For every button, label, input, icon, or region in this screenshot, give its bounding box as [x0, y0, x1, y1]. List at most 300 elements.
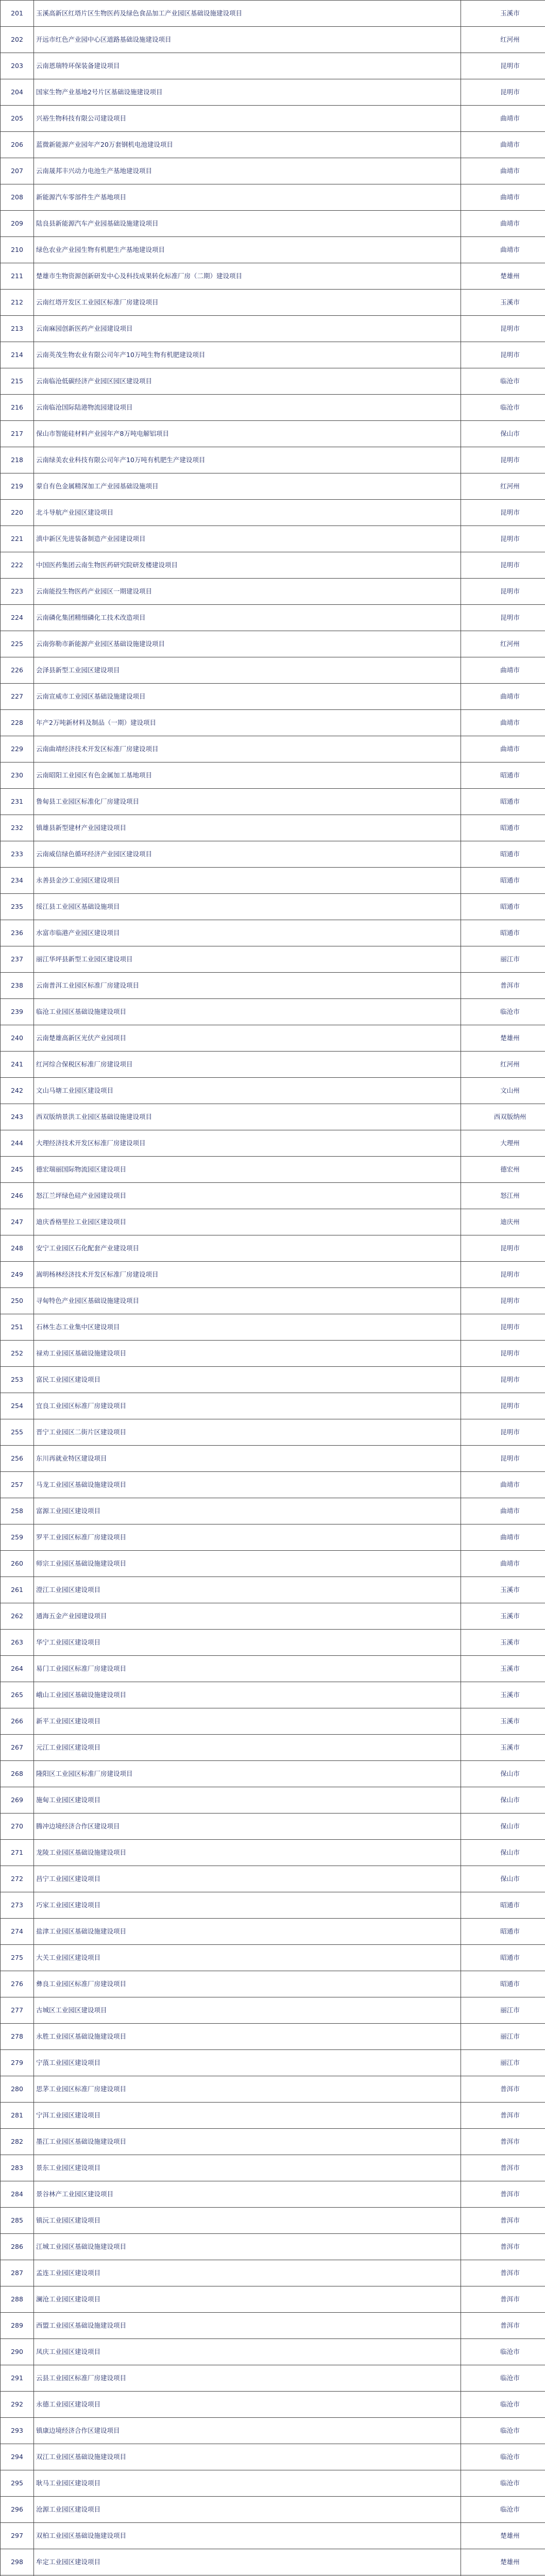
table-row [1, 27, 545, 53]
city-name: 昆明市 [461, 1419, 545, 1446]
city-name: 保山市 [461, 1787, 545, 1814]
city-name: 昭通市 [461, 815, 545, 841]
row-number: 281 [1, 2103, 34, 2129]
table-row [1, 2234, 545, 2260]
table-row [1, 579, 545, 605]
table-row [1, 447, 545, 473]
project-name: 通海五金产业园建设项目 [34, 1603, 461, 1630]
row-number: 283 [1, 2155, 34, 2181]
project-name: 云南昭阳工业园区有色金属加工基地项目 [34, 762, 461, 789]
project-name: 大理经济技术开发区标准厂房建设项目 [34, 1130, 461, 1157]
table-row [1, 237, 545, 263]
row-number: 211 [1, 263, 34, 290]
project-name: 云南能投生物医药产业园区一期建设项目 [34, 579, 461, 605]
project-name: 云南楚雄高新区光伏产业园项目 [34, 1025, 461, 1052]
city-name: 曲靖市 [461, 736, 545, 762]
row-number: 202 [1, 27, 34, 53]
table-row [1, 473, 545, 500]
project-name: 景东工业园区建设项目 [34, 2155, 461, 2181]
row-number: 235 [1, 894, 34, 920]
project-name: 澄江工业园区建设项目 [34, 1577, 461, 1603]
city-name: 昆明市 [461, 53, 545, 79]
table-row [1, 657, 545, 684]
project-name: 永德工业园区建设项目 [34, 2392, 461, 2418]
row-number: 256 [1, 1446, 34, 1472]
project-name: 云南红塔开发区工业园区标准厂房建设项目 [34, 290, 461, 316]
table-row [1, 1892, 545, 1919]
table-row [1, 894, 545, 920]
table-row [1, 684, 545, 710]
table-row [1, 1919, 545, 1945]
project-name: 鲁甸县工业园区标准化厂房建设项目 [34, 789, 461, 815]
city-name: 昆明市 [461, 1262, 545, 1288]
table-row [1, 79, 545, 106]
table-row [1, 1052, 545, 1078]
row-number: 203 [1, 53, 34, 79]
row-number: 246 [1, 1183, 34, 1209]
table-row [1, 2418, 545, 2444]
project-name: 云南麻园创新医药产业园建设项目 [34, 316, 461, 342]
project-name: 师宗工业园区基础设施建设项目 [34, 1551, 461, 1577]
project-name: 陆良县新能源汽车产业园基础设施建设项目 [34, 211, 461, 237]
city-name: 曲靖市 [461, 1551, 545, 1577]
row-number: 273 [1, 1892, 34, 1919]
city-name: 楚雄州 [461, 2523, 545, 2549]
row-number: 221 [1, 526, 34, 552]
project-name: 云南英茂生物农业有限公司年产10万吨生物有机肥建设项目 [34, 342, 461, 368]
table-row [1, 1866, 545, 1892]
table-row [1, 2129, 545, 2155]
row-number: 275 [1, 1945, 34, 1971]
project-name: 景谷林产工业园区建设项目 [34, 2181, 461, 2208]
city-name: 红河州 [461, 473, 545, 500]
row-number: 289 [1, 2313, 34, 2339]
city-name: 昭通市 [461, 894, 545, 920]
table-row [1, 500, 545, 526]
table-row [1, 2024, 545, 2050]
row-number: 262 [1, 1603, 34, 1630]
row-number: 215 [1, 368, 34, 395]
project-name: 云南普洱工业园区标准厂房建设项目 [34, 973, 461, 999]
project-name: 华宁工业园区建设项目 [34, 1630, 461, 1656]
table-row [1, 973, 545, 999]
project-name: 昌宁工业园区建设项目 [34, 1866, 461, 1892]
row-number: 228 [1, 710, 34, 736]
row-number: 204 [1, 79, 34, 106]
city-name: 玉溪市 [461, 290, 545, 316]
table-row [1, 2339, 545, 2365]
city-name: 保山市 [461, 1840, 545, 1866]
city-name: 昆明市 [461, 1393, 545, 1419]
project-name: 云县工业园区标准厂房建设项目 [34, 2365, 461, 2392]
row-number: 270 [1, 1814, 34, 1840]
table-row [1, 211, 545, 237]
table-row [1, 1498, 545, 1524]
city-name: 昭通市 [461, 868, 545, 894]
city-name: 昭通市 [461, 841, 545, 868]
city-name: 普洱市 [461, 2313, 545, 2339]
project-name: 永善县金沙工业园区建设项目 [34, 868, 461, 894]
table-row [1, 2103, 545, 2129]
table-row [1, 316, 545, 342]
project-name: 宜良工业园区标准厂房建设项目 [34, 1393, 461, 1419]
row-number: 277 [1, 1997, 34, 2024]
city-name: 楚雄州 [461, 263, 545, 290]
row-number: 206 [1, 132, 34, 158]
project-name: 德宏瑞丽国际物流园区建设项目 [34, 1157, 461, 1183]
project-name: 镇雄县新型建材产业园建设项目 [34, 815, 461, 841]
table-row [1, 1630, 545, 1656]
row-number: 216 [1, 395, 34, 421]
row-number: 298 [1, 2549, 34, 2575]
table-row [1, 1840, 545, 1866]
city-name: 玉溪市 [461, 1708, 545, 1735]
city-name: 昭通市 [461, 789, 545, 815]
table-row [1, 762, 545, 789]
city-name: 临沧市 [461, 395, 545, 421]
project-name: 巧家工业园区建设项目 [34, 1892, 461, 1919]
table-row [1, 1419, 545, 1446]
table-row [1, 605, 545, 631]
project-name: 澜沧工业园区建设项目 [34, 2286, 461, 2313]
project-name: 易门工业园区标准厂房建设项目 [34, 1656, 461, 1682]
table-row [1, 552, 545, 579]
project-name: 迪庆香格里拉工业园区建设项目 [34, 1209, 461, 1235]
row-number: 269 [1, 1787, 34, 1814]
city-name: 丽江市 [461, 1997, 545, 2024]
table-row [1, 1708, 545, 1735]
row-number: 254 [1, 1393, 34, 1419]
row-number: 250 [1, 1288, 34, 1314]
project-name: 耿马工业园区建设项目 [34, 2470, 461, 2497]
city-name: 丽江市 [461, 946, 545, 973]
row-number: 263 [1, 1630, 34, 1656]
project-name: 晋宁工业园区二街片区建设项目 [34, 1419, 461, 1446]
row-number: 286 [1, 2234, 34, 2260]
row-number: 236 [1, 920, 34, 946]
table-row [1, 342, 545, 368]
table-row [1, 2208, 545, 2234]
project-name: 怒江兰坪绿色硅产业园建设项目 [34, 1183, 461, 1209]
row-number: 267 [1, 1735, 34, 1761]
project-name: 蒙自有色金属精深加工产业园基础设施项目 [34, 473, 461, 500]
project-name: 隆阳区工业园区标准厂房建设项目 [34, 1761, 461, 1787]
project-name: 国家生物产业基地2号片区基础设施建设项目 [34, 79, 461, 106]
row-number: 274 [1, 1919, 34, 1945]
row-number: 213 [1, 316, 34, 342]
row-number: 253 [1, 1367, 34, 1393]
project-name: 水富市临港产业园区建设项目 [34, 920, 461, 946]
table-row [1, 1367, 545, 1393]
project-name: 滇中新区先进装备制造产业园建设项目 [34, 526, 461, 552]
city-name: 楚雄州 [461, 1025, 545, 1052]
row-number: 261 [1, 1577, 34, 1603]
row-number: 255 [1, 1419, 34, 1446]
row-number: 285 [1, 2208, 34, 2234]
row-number: 241 [1, 1052, 34, 1078]
row-number: 219 [1, 473, 34, 500]
table-row [1, 1341, 545, 1367]
row-number: 264 [1, 1656, 34, 1682]
row-number: 266 [1, 1708, 34, 1735]
row-number: 247 [1, 1209, 34, 1235]
city-name: 曲靖市 [461, 1472, 545, 1498]
project-name: 富民工业园区建设项目 [34, 1367, 461, 1393]
project-name: 绥江县工业园区基础设施项目 [34, 894, 461, 920]
city-name: 大理州 [461, 1130, 545, 1157]
project-name: 丽江华坪县新型工业园区建设项目 [34, 946, 461, 973]
city-name: 昭通市 [461, 762, 545, 789]
city-name: 保山市 [461, 1814, 545, 1840]
city-name: 玉溪市 [461, 1603, 545, 1630]
table-row [1, 1682, 545, 1708]
table-row [1, 815, 545, 841]
project-name: 会泽县新型工业园区建设项目 [34, 657, 461, 684]
city-name: 丽江市 [461, 2050, 545, 2076]
city-name: 曲靖市 [461, 710, 545, 736]
table-row [1, 736, 545, 762]
city-name: 昆明市 [461, 500, 545, 526]
city-name: 昆明市 [461, 79, 545, 106]
project-name: 云南曲靖经济技术开发区标准厂房建设项目 [34, 736, 461, 762]
table-row [1, 1472, 545, 1498]
city-name: 昆明市 [461, 552, 545, 579]
table-row [1, 841, 545, 868]
city-name: 楚雄州 [461, 2549, 545, 2575]
city-name: 临沧市 [461, 2497, 545, 2523]
city-name: 昆明市 [461, 579, 545, 605]
city-name: 曲靖市 [461, 158, 545, 184]
city-name: 红河州 [461, 631, 545, 657]
project-name: 峨山工业园区基础设施建设项目 [34, 1682, 461, 1708]
table-row [1, 106, 545, 132]
project-name: 大关工业园区建设项目 [34, 1945, 461, 1971]
table-row [1, 368, 545, 395]
row-number: 222 [1, 552, 34, 579]
project-name: 镇康边境经济合作区建设项目 [34, 2418, 461, 2444]
city-name: 昆明市 [461, 342, 545, 368]
city-name: 曲靖市 [461, 211, 545, 237]
city-name: 临沧市 [461, 2444, 545, 2470]
table-row [1, 710, 545, 736]
project-name: 安宁工业园区石化配套产业建设项目 [34, 1235, 461, 1262]
row-number: 244 [1, 1130, 34, 1157]
table-row [1, 2313, 545, 2339]
project-name: 云南晟邦丰兴动力电池生产基地建设项目 [34, 158, 461, 184]
row-number: 226 [1, 657, 34, 684]
city-name: 昆明市 [461, 1341, 545, 1367]
project-name: 北斗导航产业园区建设项目 [34, 500, 461, 526]
city-name: 昭通市 [461, 1919, 545, 1945]
table-row [1, 2286, 545, 2313]
city-name: 普洱市 [461, 2181, 545, 2208]
table-row [1, 1446, 545, 1472]
table-row [1, 2076, 545, 2103]
row-number: 217 [1, 421, 34, 447]
row-number: 288 [1, 2286, 34, 2313]
row-number: 297 [1, 2523, 34, 2549]
city-name: 昆明市 [461, 1235, 545, 1262]
table-row [1, 1577, 545, 1603]
row-number: 238 [1, 973, 34, 999]
table-row [1, 1787, 545, 1814]
row-number: 205 [1, 106, 34, 132]
table-row [1, 1130, 545, 1157]
row-number: 279 [1, 2050, 34, 2076]
project-name: 古城区工业园区建设项目 [34, 1997, 461, 2024]
city-name: 曲靖市 [461, 657, 545, 684]
table-row [1, 946, 545, 973]
project-name: 东川再就业特区建设项目 [34, 1446, 461, 1472]
row-number: 276 [1, 1971, 34, 1997]
table-row [1, 868, 545, 894]
table-row [1, 2050, 545, 2076]
table-row [1, 1104, 545, 1130]
city-name: 临沧市 [461, 2418, 545, 2444]
project-name: 保山市智能硅材料产业园年产8万吨电解铝项目 [34, 421, 461, 447]
city-name: 普洱市 [461, 2129, 545, 2155]
city-name: 玉溪市 [461, 1630, 545, 1656]
city-name: 普洱市 [461, 2234, 545, 2260]
row-number: 258 [1, 1498, 34, 1524]
table-row [1, 1945, 545, 1971]
row-number: 212 [1, 290, 34, 316]
city-name: 临沧市 [461, 2339, 545, 2365]
project-name: 孟连工业园区建设项目 [34, 2260, 461, 2286]
table-row [1, 1971, 545, 1997]
project-name: 宁蒗工业园区建设项目 [34, 2050, 461, 2076]
city-name: 曲靖市 [461, 237, 545, 263]
project-name: 马龙工业园区基础设施建设项目 [34, 1472, 461, 1498]
table-row [1, 1656, 545, 1682]
row-number: 294 [1, 2444, 34, 2470]
table-row [1, 395, 545, 421]
city-name: 昆明市 [461, 1314, 545, 1341]
project-name: 凤庆工业园区建设项目 [34, 2339, 461, 2365]
row-number: 224 [1, 605, 34, 631]
city-name: 昆明市 [461, 526, 545, 552]
project-name: 腾冲边境经济合作区建设项目 [34, 1814, 461, 1840]
row-number: 201 [1, 1, 34, 27]
city-name: 怒江州 [461, 1183, 545, 1209]
row-number: 242 [1, 1078, 34, 1104]
city-name: 迪庆州 [461, 1209, 545, 1235]
city-name: 昆明市 [461, 1288, 545, 1314]
city-name: 普洱市 [461, 973, 545, 999]
project-name: 沧源工业园区建设项目 [34, 2497, 461, 2523]
city-name: 玉溪市 [461, 1, 545, 27]
project-name: 镇沅工业园区建设项目 [34, 2208, 461, 2234]
city-name: 普洱市 [461, 2103, 545, 2129]
row-number: 251 [1, 1314, 34, 1341]
project-name: 临沧工业园区基础设施建设项目 [34, 999, 461, 1025]
city-name: 普洱市 [461, 2155, 545, 2181]
project-name: 新平工业园区建设项目 [34, 1708, 461, 1735]
project-name: 玉溪高新区红塔片区生物医药及绿色食品加工产业园区基础设施建设项目 [34, 1, 461, 27]
row-number: 227 [1, 684, 34, 710]
row-number: 230 [1, 762, 34, 789]
row-number: 257 [1, 1472, 34, 1498]
city-name: 曲靖市 [461, 1498, 545, 1524]
city-name: 昭通市 [461, 920, 545, 946]
row-number: 233 [1, 841, 34, 868]
city-name: 曲靖市 [461, 1524, 545, 1551]
project-name: 云南威信绿色循环经济产业园区建设项目 [34, 841, 461, 868]
project-name: 罗平工业园区标准厂房建设项目 [34, 1524, 461, 1551]
table-row [1, 184, 545, 211]
city-name: 临沧市 [461, 2470, 545, 2497]
table-row [1, 263, 545, 290]
row-number: 290 [1, 2339, 34, 2365]
city-name: 昭通市 [461, 1892, 545, 1919]
project-name: 年产2万吨新材料及制品（一期）建设项目 [34, 710, 461, 736]
table-row [1, 1524, 545, 1551]
row-number: 268 [1, 1761, 34, 1787]
project-name: 红河综合保税区标准厂房建设项目 [34, 1052, 461, 1078]
row-number: 282 [1, 2129, 34, 2155]
city-name: 曲靖市 [461, 132, 545, 158]
row-number: 229 [1, 736, 34, 762]
project-name: 牟定工业园区建设项目 [34, 2549, 461, 2575]
row-number: 207 [1, 158, 34, 184]
row-number: 237 [1, 946, 34, 973]
city-name: 普洱市 [461, 2286, 545, 2313]
project-name: 元江工业园区建设项目 [34, 1735, 461, 1761]
city-name: 昆明市 [461, 1446, 545, 1472]
city-name: 普洱市 [461, 2076, 545, 2103]
table-row [1, 2444, 545, 2470]
row-number: 287 [1, 2260, 34, 2286]
table-row [1, 1262, 545, 1288]
project-name: 云南磷化集团精细磷化工技术改造项目 [34, 605, 461, 631]
row-number: 259 [1, 1524, 34, 1551]
table-row [1, 789, 545, 815]
table-row [1, 1235, 545, 1262]
project-name: 西盟工业园区基础设施建设项目 [34, 2313, 461, 2339]
project-name: 双江工业园区基础设施建设项目 [34, 2444, 461, 2470]
project-name: 双柏工业园区基础设施建设项目 [34, 2523, 461, 2549]
table-row [1, 920, 545, 946]
table-row [1, 2549, 545, 2575]
city-name: 临沧市 [461, 999, 545, 1025]
table-row [1, 1, 545, 27]
project-name: 彝良工业园区标准厂房建设项目 [34, 1971, 461, 1997]
city-name: 临沧市 [461, 2392, 545, 2418]
table-row [1, 1314, 545, 1341]
row-number: 280 [1, 2076, 34, 2103]
project-name: 云南弥勒市新能源产业园区基础设施建设项目 [34, 631, 461, 657]
row-number: 265 [1, 1682, 34, 1708]
row-number: 296 [1, 2497, 34, 2523]
project-name: 施甸工业园区建设项目 [34, 1787, 461, 1814]
row-number: 225 [1, 631, 34, 657]
table-row [1, 1761, 545, 1787]
table-row [1, 1551, 545, 1577]
row-number: 240 [1, 1025, 34, 1052]
project-name: 江城工业园区基础设施建设项目 [34, 2234, 461, 2260]
table-row [1, 1078, 545, 1104]
row-number: 239 [1, 999, 34, 1025]
city-name: 丽江市 [461, 2024, 545, 2050]
city-name: 保山市 [461, 1866, 545, 1892]
project-name: 寻甸特色产业园区基础设施建设项目 [34, 1288, 461, 1314]
row-number: 214 [1, 342, 34, 368]
table-row [1, 1288, 545, 1314]
table-row [1, 1183, 545, 1209]
project-name: 绿色农业产业园生物有机肥生产基地建设项目 [34, 237, 461, 263]
row-number: 248 [1, 1235, 34, 1262]
row-number: 209 [1, 211, 34, 237]
